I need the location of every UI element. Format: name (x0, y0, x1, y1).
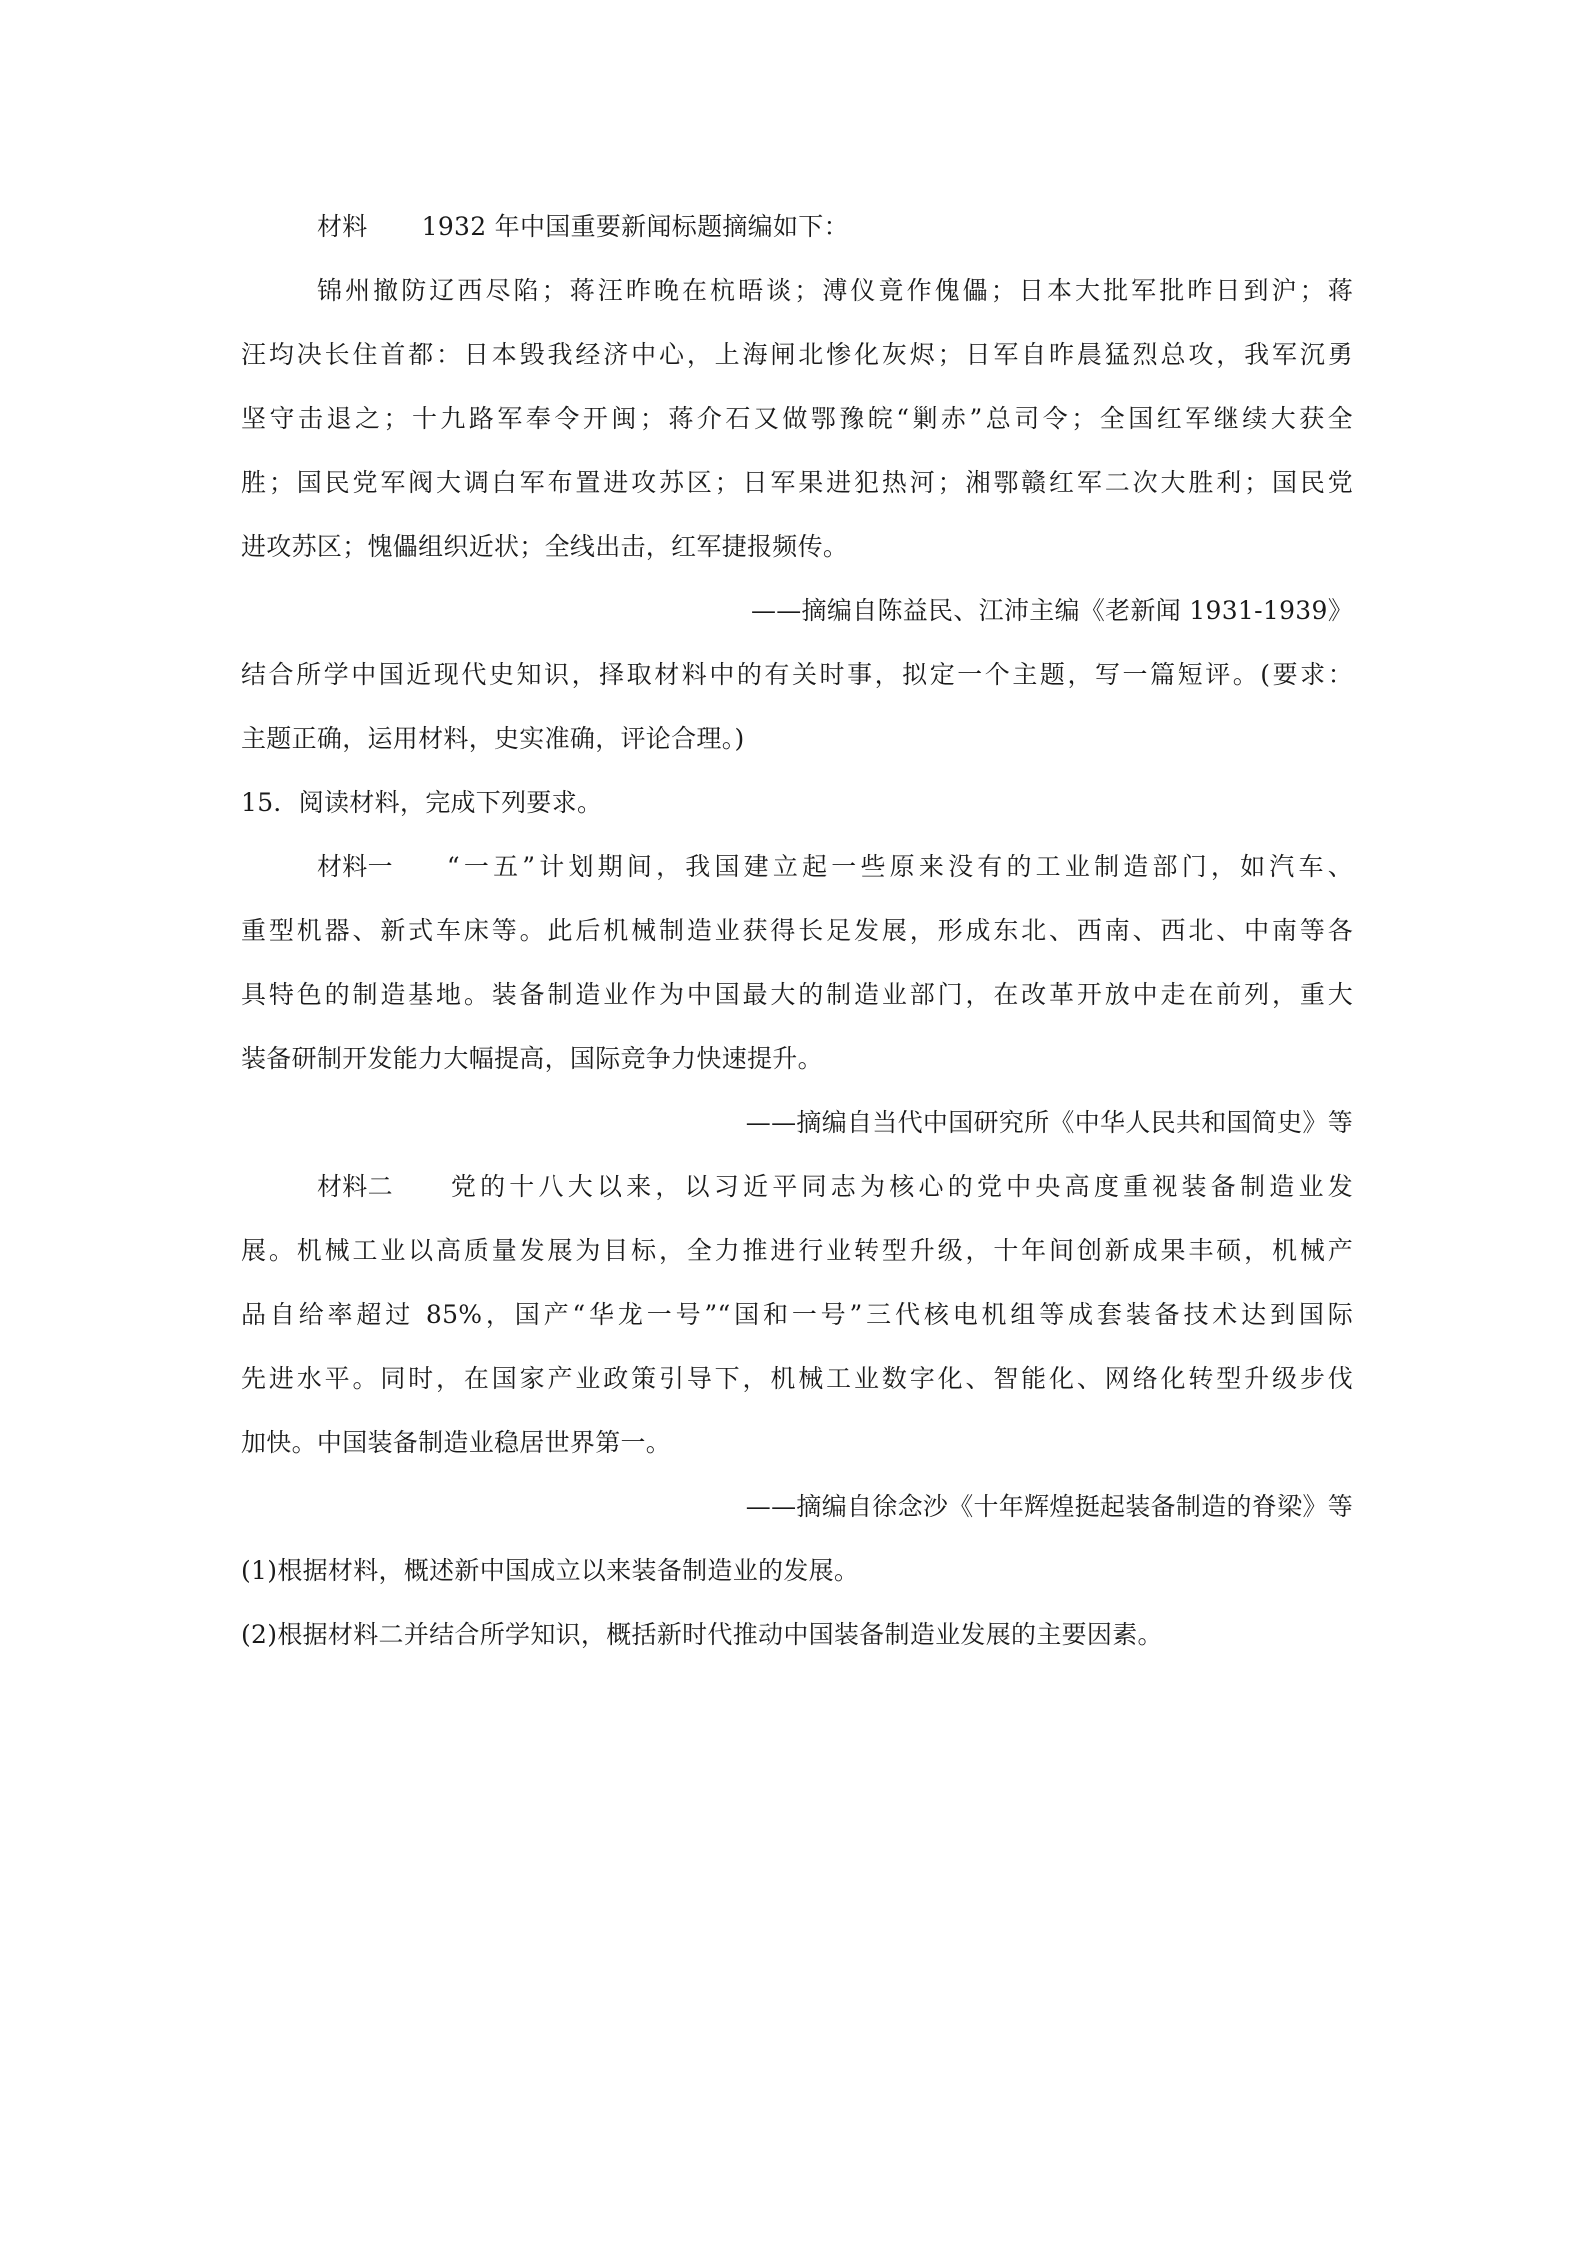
material-source: ——摘编自陈益民、江沛主编《老新闻 1931-1939》 (750, 596, 1353, 625)
sub-question-2: (2)根据材料二并结合所学知识，概括新时代推动中国装备制造业发展的主要因素。 (241, 1620, 1163, 1649)
material-paragraph-line: 进攻苏区；愧儡组织近状；全线出击，红军捷报频传。 (241, 532, 849, 561)
material-one-source: ——摘编自当代中国研究所《中华人民共和国简史》等 (745, 1108, 1353, 1137)
material-two-line: 先进水平。同时，在国家产业政策引导下，机械工业数字化、智能化、网络化转型升级步伐 (241, 1364, 1353, 1393)
material-one-line: 重型机器、新式车床等。此后机械制造业获得长足发展，形成东北、西南、西北、中南等各 (241, 916, 1353, 945)
material-one-label: 材料一 (317, 852, 393, 881)
material-one-text: “一五”计划期间，我国建立起一些原来没有的工业制造部门，如汽车、 (446, 852, 1353, 881)
material-intro-line (241, 211, 1353, 243)
sub-question-1: (1)根据材料，概述新中国成立以来装备制造业的发展。 (241, 1556, 860, 1585)
document-page (241, 0, 1353, 2245)
material-paragraph-line: 汪均决长住首都：日本毁我经济中心，上海闸北惨化灰烬；日军自昨晨猛烈总攻，我军沉勇 (241, 340, 1353, 369)
material-two-line: 加快。中国装备制造业稳居世界第一。 (241, 1428, 672, 1457)
question-14-line: 结合所学中国近现代史知识，择取材料中的有关时事，拟定一个主题，写一篇短评。(要求： (241, 660, 1353, 689)
material-two-line: 品自给率超过 85%，国产“华龙一号”“国和一号”三代核电机组等成套装备技术达到国际 (241, 1300, 1353, 1329)
material-two-text: 党的十八大以来，以习近平同志为核心的党中央高度重视装备制造业发 (446, 1172, 1353, 1201)
material-two-label: 材料二 (317, 1172, 393, 1201)
material-one-line: 具特色的制造基地。装备制造业作为中国最大的制造业部门，在改革开放中走在前列，重大 (241, 980, 1353, 1009)
material-one-line (241, 851, 1353, 883)
question-14-line: 主题正确，运用材料，史实准确，评论合理。) (241, 724, 745, 753)
material-two-source: ——摘编自徐念沙《十年辉煌挺起装备制造的脊梁》等 (745, 1492, 1353, 1521)
question-15-heading: 15．阅读材料，完成下列要求。 (241, 788, 603, 817)
material-label: 材料 (317, 212, 368, 241)
material-paragraph-line: 坚守击退之；十九路军奉令开闽；蒋介石又做鄂豫皖“剿赤”总司令；全国红军继续大获全 (241, 404, 1353, 433)
material-two-line (241, 1171, 1353, 1203)
material-paragraph-line: 胜；国民党军阀大调白军布置进攻苏区；日军果进犯热河；湘鄂赣红军二次大胜利；国民党 (241, 468, 1353, 497)
material-two-line: 展。机械工业以高质量发展为目标，全力推进行业转型升级，十年间创新成果丰硕，机械产 (241, 1236, 1353, 1265)
material-paragraph-line: 锦州撤防辽西尽陷；蒋汪昨晚在杭晤谈；溥仪竟作傀儡；日本大批军批昨日到沪；蒋 (317, 276, 1353, 305)
material-one-line: 装备研制开发能力大幅提高，国际竞争力快速提升。 (241, 1044, 823, 1073)
material-intro-text: 1932 年中国重要新闻标题摘编如下： (421, 212, 849, 241)
